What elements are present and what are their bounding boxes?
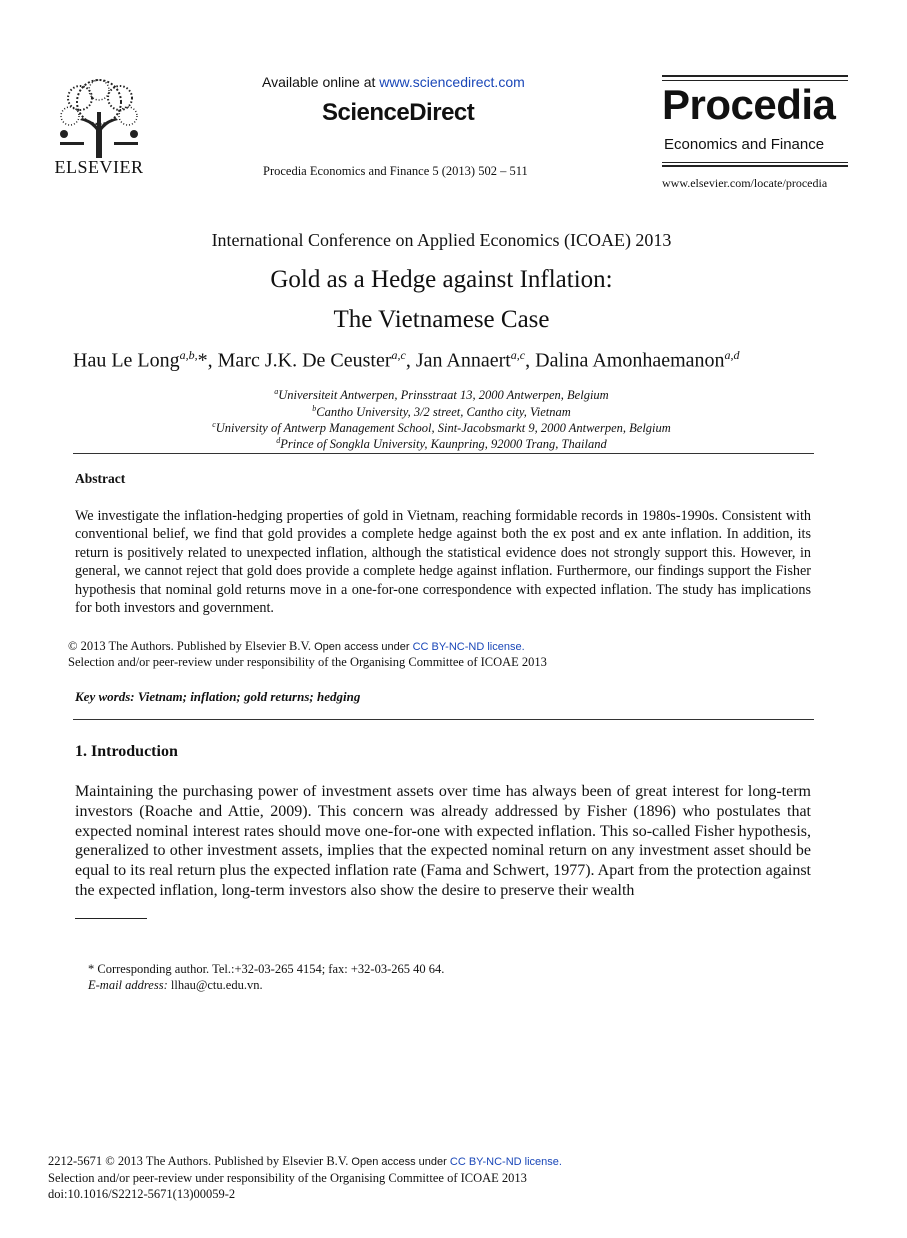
affiliation-text: Universiteit Antwerpen, Prinsstraat 13, 2000 Antwerpen, Belgium	[278, 388, 609, 403]
corresponding-author-note: * Corresponding author. Tel.:+32-03-265 4154; fax: +32-03-265 40 64.	[88, 962, 445, 976]
publisher-name: ELSEVIER	[54, 157, 144, 177]
footer-license-link[interactable]: CC BY-NC-ND license.	[449, 1156, 562, 1168]
author-affiliation-marker: a,c	[510, 348, 526, 362]
paper-title-line1: Gold as a Hedge against Inflation:	[270, 266, 613, 293]
affiliation-line	[0, 420, 883, 436]
author-name: Hau Le Long	[73, 349, 180, 372]
journal-url-link[interactable]: www.elsevier.com/locate/procedia	[662, 176, 828, 190]
affiliation-marker: b	[312, 404, 317, 413]
journal-brand: Procedia	[662, 81, 836, 128]
brand-rule-bottom	[662, 165, 848, 167]
email-address: llhau@ctu.edu.vn.	[167, 978, 263, 992]
affiliation-line	[0, 436, 883, 452]
author-name: , Dalina Amonhaemanon	[525, 349, 725, 372]
license-link[interactable]: CC BY-NC-ND license.	[412, 641, 525, 653]
availability-line	[262, 74, 525, 90]
author-name: , Marc J.K. De Ceuster	[207, 349, 392, 372]
footer-issn-copyright: 2212-5671 © 2013 The Authors. Published by Elsevier B.V.	[48, 1154, 349, 1168]
footer-open-access: Open access under	[348, 1156, 450, 1168]
available-prefix: Available online at	[262, 74, 380, 90]
section-divider	[73, 453, 814, 454]
affiliation-text: Cantho University, 3/2 street, Cantho city, Vietnam	[316, 405, 571, 420]
affiliation-line	[0, 387, 883, 403]
sciencedirect-link[interactable]: www.sciencedirect.com	[379, 74, 525, 90]
brand-rule-top	[662, 75, 848, 77]
affiliation-marker: d	[276, 436, 281, 445]
abstract-body: We investigate the inflation-hedging properties of gold in Vietnam, reaching formidable records in 1980s-1990s. Consistent with conventional belief, we find that gold provides a complete hedge against both the ex post and ex ante inflation. In addition, its return is positively related to unexpected inflation, although the statistical evidence does not strongly support this. However, in general, we cannot reject that gold does provide a complete hedge against inflation. Furthermore, our findings support the Fisher hypothesis that nominal gold returns move in a one-for-one correspondence with expected inflation. The study has implications for both investors and government.	[75, 508, 811, 617]
conference-name: International Conference on Applied Economics (ICOAE) 2013	[211, 230, 672, 250]
section-divider	[73, 719, 814, 720]
corresponding-mark: *	[197, 349, 208, 372]
footnote-divider	[75, 918, 147, 919]
author-list	[73, 348, 740, 373]
footer-review: Selection and/or peer-review under responsibility of the Organising Committee of ICOAE 2013	[48, 1171, 527, 1185]
copyright-line	[68, 639, 525, 654]
copyright-text: © 2013 The Authors. Published by Elsevier B.V.	[68, 639, 312, 653]
affiliation-text: University of Antwerp Management School, Sint-Jacobsmarkt 9, 2000 Antwerpen, Belgium	[215, 421, 671, 436]
affiliation-line	[0, 404, 883, 420]
open-access-text: Open access under	[311, 641, 413, 653]
keywords: Key words: Vietnam; inflation; gold returns; hedging	[75, 689, 361, 704]
brand-rule-bottom-thin	[662, 162, 848, 163]
introduction-heading: 1. Introduction	[75, 743, 178, 760]
author-name: , Jan Annaert	[405, 349, 511, 372]
email-label: E-mail address:	[88, 978, 168, 992]
email-note	[88, 978, 263, 993]
journal-subtitle: Economics and Finance	[664, 136, 825, 153]
introduction-body: Maintaining the purchasing power of investment assets over time has always been of great interest for long-term investors (Roache and Attie, 2009). This concern was already addressed by Fisher (1896) who postulates that expected nominal interest rates should move one-for-one with expected inflation. This so-called Fisher hypothesis, generalized to other investment assets, implies that the expected nominal return on any investment asset should be equal to its real return plus the expected inflation rate (Fama and Schwert, 1977). Apart from the protection against the expected inflation, long-term investors also show the desire to preserve their wealth	[75, 783, 811, 899]
affiliation-marker: c	[212, 420, 216, 429]
abstract-heading: Abstract	[75, 471, 126, 486]
author-affiliation-marker: a,d	[724, 348, 740, 362]
footer-copyright	[48, 1154, 562, 1169]
peer-review-note: Selection and/or peer-review under responsibility of the Organising Committee of ICOAE 2013	[68, 655, 547, 669]
author-affiliation-marker: a,c	[391, 348, 406, 362]
platform-name: ScienceDirect	[322, 99, 475, 126]
author-affiliation-marker: a,b,	[179, 348, 198, 362]
affiliation-marker: a	[274, 387, 279, 396]
journal-reference: Procedia Economics and Finance 5 (2013) 502 – 511	[263, 164, 528, 178]
footer-doi: doi:10.1016/S2212-5671(13)00059-2	[48, 1187, 236, 1201]
affiliation-text: Prince of Songkla University, Kaunpring, 92000 Trang, Thailand	[280, 437, 607, 452]
paper-title-line2: The Vietnamese Case	[333, 306, 550, 333]
